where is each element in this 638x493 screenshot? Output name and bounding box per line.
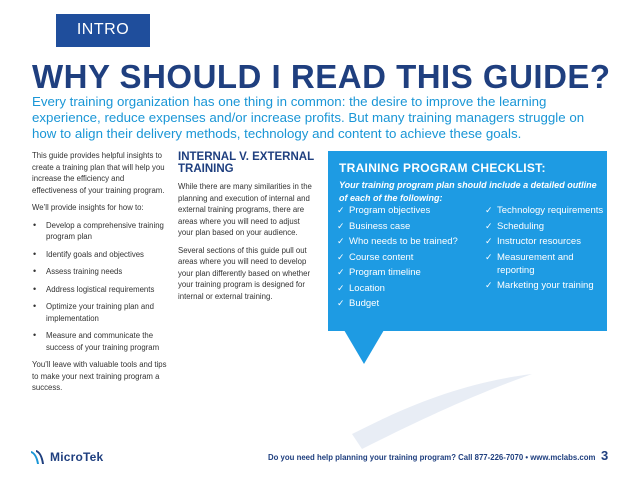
check-icon: ✓ (485, 280, 493, 290)
list-item: • Assess training needs (32, 266, 167, 278)
checklist-item-label: Scheduling (497, 220, 545, 232)
check-icon: ✓ (337, 236, 345, 246)
checklist-item (337, 251, 462, 264)
checklist-item-label: Budget (349, 298, 380, 309)
callout-tail-decoration (344, 330, 384, 366)
footer-cta: Do you need help planning your training program? Call 877-226-7070 • www.mclabs.com (268, 453, 596, 462)
paragraph: While there are many similarities in the planning and execution of internal and external training programs, there are areas where you will need to adjust your plan based on your audience. (178, 182, 312, 237)
list-item: • Address logistical requirements (32, 284, 167, 296)
checklist-item (485, 235, 605, 248)
microtek-logo (30, 449, 103, 465)
checklist-item (485, 251, 605, 277)
microtek-logo-mark-icon (30, 449, 46, 465)
check-icon: ✓ (337, 282, 345, 293)
section-tab (56, 14, 150, 47)
checklist-item-label: Program objectives (349, 205, 431, 216)
check-icon: ✓ (485, 236, 493, 246)
checklist-item-label: Business case (349, 220, 411, 232)
logo-wordmark: MicroTek (50, 450, 104, 464)
check-icon: ✓ (337, 298, 345, 308)
checklist-item (337, 220, 462, 233)
checklist-right (485, 204, 605, 295)
checklist-item (337, 282, 462, 295)
list-item: • Identify goals and objectives (32, 249, 167, 261)
intro-lede: Every training organization has one thing in common: the desire to improve the learning experience, reduce expenses and/or increase profits. But many training managers struggle on how to align their delivery methods, technology and content to achieve these goals. (32, 94, 585, 141)
swoosh-decoration (352, 374, 532, 454)
overview-lead: We’ll provide insights for how to: (32, 203, 144, 212)
checklist-item-label: Course content (349, 251, 414, 263)
list-item: • Measure and communicate the success of your training program (32, 330, 167, 353)
section-heading: INTERNAL V. EXTERNAL TRAINING (178, 151, 314, 175)
checklist-item-label: Location (349, 282, 385, 294)
check-icon: ✓ (337, 251, 345, 262)
checklist-item-label: Measurement and reporting (497, 251, 574, 276)
page-number: 3 (601, 448, 609, 463)
checklist-item-label: Program timeline (349, 267, 421, 278)
check-icon: ✓ (337, 205, 345, 215)
check-icon: ✓ (485, 251, 493, 262)
section-tab-label: INTRO (76, 21, 130, 38)
check-icon: ✓ (485, 205, 493, 215)
page-title: WHY SHOULD I READ THIS GUIDE? (32, 58, 611, 95)
internal-external-column (178, 151, 314, 308)
overview-intro: This guide provides helpful insights to create a training plan that will help you increase the efficiency and effectiveness of your training program. (32, 151, 165, 195)
check-icon: ✓ (337, 267, 345, 277)
checklist-item-label: Instructor resources (497, 236, 581, 247)
overview-closing: You’ll leave with valuable tools and tips to make your next training program a success. (32, 360, 167, 392)
checklist-item-label: Who needs to be trained? (349, 236, 458, 247)
checklist-item (485, 204, 605, 217)
checklist-item-label: Marketing your training (497, 280, 594, 291)
checklist-item (337, 266, 462, 279)
checklist-subtitle: Your training program plan should include a detailed outline of each of the following: (339, 180, 597, 203)
checklist-item-label: Technology requirements (497, 205, 604, 216)
list-item: • Develop a comprehensive training program plan (32, 220, 167, 243)
checklist-item (485, 220, 605, 233)
checklist-item (337, 204, 462, 217)
checklist-title: TRAINING PROGRAM CHECKLIST: (339, 161, 546, 175)
checklist-item (485, 279, 605, 292)
paragraph: Several sections of this guide pull out areas where you will need to develop your plan differently based on whether your training program is designed for internal or external training. (178, 245, 311, 301)
checklist-item (337, 235, 462, 248)
insights-list (32, 220, 167, 354)
checklist-left (337, 204, 462, 313)
overview-column (32, 150, 167, 400)
checklist-item (337, 297, 462, 310)
check-icon: ✓ (485, 220, 493, 231)
check-icon: ✓ (337, 220, 345, 231)
checklist-panel (328, 151, 607, 331)
list-item: • Optimize your training plan and implementation (32, 301, 167, 324)
